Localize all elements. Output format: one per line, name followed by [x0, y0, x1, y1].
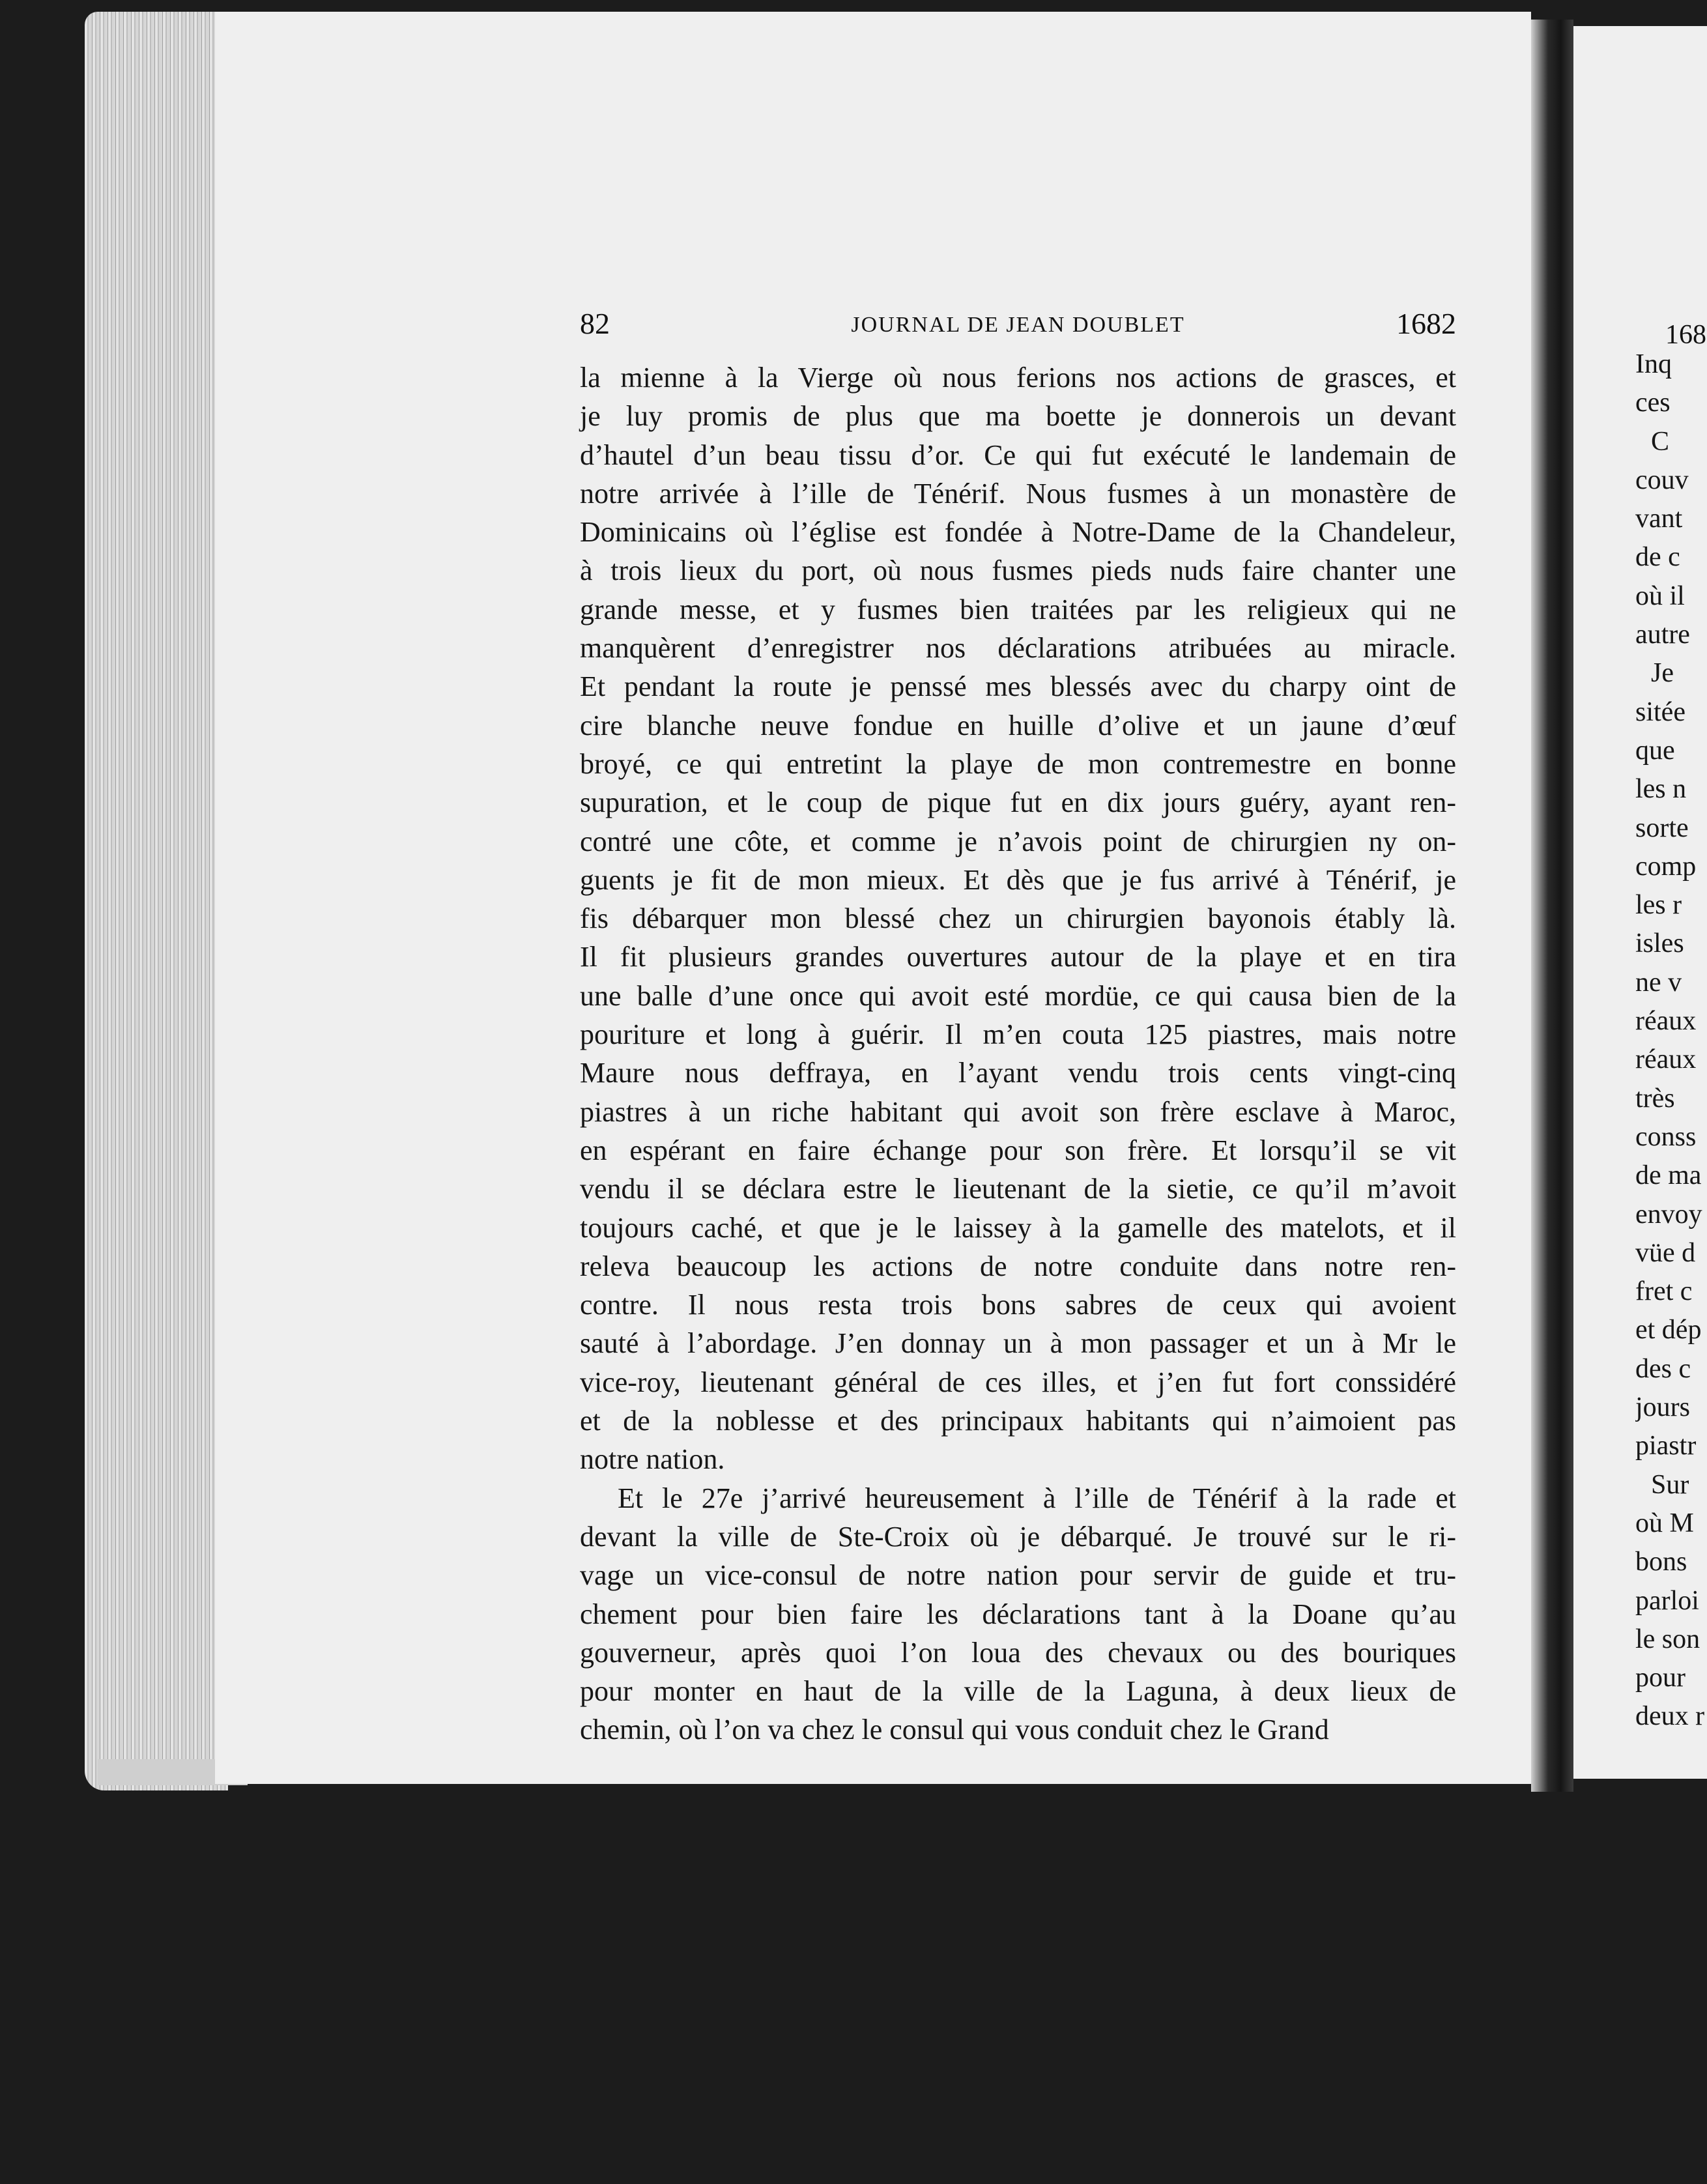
right-page-text-line: réaux	[1635, 1044, 1697, 1075]
text-line: et de la noblesse et des principaux habitants qui n’aimoient pas	[580, 1405, 1456, 1437]
right-page-text-line: ces	[1635, 388, 1671, 418]
text-line: la mienne à la Vierge où nous ferions nos actions de grasces, et	[580, 362, 1456, 394]
right-page-text-line: sitée	[1635, 697, 1685, 727]
text-line: guents je fit de mon mieux. Et dès que je fus arrivé à Ténérif, je	[580, 863, 1456, 896]
text-line: Il fit plusieurs grandes ouvertures autour de la playe et en tira	[580, 941, 1456, 973]
right-page-text-line: et dép	[1635, 1315, 1702, 1345]
text-line: vendu il se déclara estre le lieutenant de la sietie, ce qu’il m’avoit	[580, 1173, 1456, 1205]
right-page-text-line: isles	[1635, 928, 1684, 959]
text-line: chement pour bien faire les déclarations tant à la Doane qu’au	[580, 1598, 1456, 1630]
text-line: vage un vice-consul de notre nation pour servir de guide et tru-	[580, 1559, 1456, 1592]
text-line: pour monter en haut de la ville de la Laguna, à deux lieux de	[580, 1675, 1456, 1708]
text-line: je luy promis de plus que ma boette je donnerois un devant	[580, 400, 1456, 433]
text-line: devant la ville de Ste-Croix où je débarqué. Je trouvé sur le ri-	[580, 1520, 1456, 1553]
right-page-text-line: de c	[1635, 542, 1680, 573]
right-page-text-line: parloi	[1635, 1585, 1699, 1616]
text-line: contré une côte, et comme je n’avois point de chirurgien ny on-	[580, 825, 1456, 857]
page-number: 82	[580, 307, 610, 340]
right-page-text-line: comp	[1635, 851, 1697, 882]
right-page-running-head: 168	[1665, 320, 1706, 350]
text-line: en espérant en faire échange pour son frère. Et lorsqu’il se vit	[580, 1134, 1456, 1166]
text-line: chemin, où l’on va chez le consul qui vous conduit chez le Grand	[580, 1714, 1329, 1746]
text-line: Dominicains où l’église est fondée à Notre-Dame de la Chandeleur,	[580, 516, 1456, 549]
text-line: releva beaucoup les actions de notre conduite dans notre ren-	[580, 1250, 1456, 1282]
text-line: supuration, et le coup de pique fut en dix jours guéry, ayant ren-	[580, 786, 1456, 819]
text-line: gouverneur, après quoi l’on loua des chevaux ou des bouriques	[580, 1636, 1456, 1669]
text-line: notre nation.	[580, 1443, 725, 1476]
book-gutter	[1531, 20, 1573, 1792]
right-page-text-line: où M	[1635, 1508, 1694, 1538]
text-line: pouriture et long à guérir. Il m’en couta 125 piastres, mais notre	[580, 1018, 1456, 1051]
right-page-text-line: des c	[1635, 1353, 1691, 1384]
text-line: cire blanche neuve fondue en huille d’olive et un jaune d’œuf	[580, 709, 1456, 741]
text-line: manquèrent d’enregistrer nos déclarations atribuées au miracle.	[580, 632, 1456, 665]
text-line: grande messe, et y fusmes bien traitées par les religieux qui ne	[580, 593, 1456, 625]
text-line: toujours caché, et que je le laissey à la gamelle des matelots, et il	[580, 1211, 1456, 1244]
right-page-text-line: les n	[1635, 774, 1687, 805]
right-page-text-line: pour	[1635, 1663, 1685, 1693]
text-line: à trois lieux du port, où nous fusmes pieds nuds faire chanter une	[580, 554, 1456, 587]
right-page-text-line: réaux	[1635, 1006, 1697, 1037]
text-line: une balle d’une once qui avoit esté mordüe, ce qui causa bien de la	[580, 979, 1456, 1012]
right-page-text-line: que	[1635, 735, 1675, 766]
right-page-text-line: conss	[1635, 1121, 1697, 1152]
right-page-text-line: bons	[1635, 1547, 1687, 1577]
right-page-text-line: les r	[1635, 890, 1682, 921]
right-page-text-line: piastr	[1635, 1431, 1697, 1461]
right-page-text-line: fret c	[1635, 1276, 1693, 1307]
text-line: piastres à un riche habitant qui avoit son frère esclave à Maroc,	[580, 1095, 1456, 1128]
right-page-text-line: ne v	[1635, 967, 1682, 998]
right-page-text-line: Je	[1651, 658, 1674, 689]
right-page-text-line: le son	[1635, 1624, 1700, 1654]
right-page-text-line: deux r	[1635, 1701, 1705, 1732]
text-line: vice-roy, lieutenant général de ces illes, et j’en fut fort conssidéré	[580, 1366, 1456, 1398]
right-page-text-line: envoy	[1635, 1199, 1702, 1229]
right-page-text-line: où il	[1635, 581, 1685, 611]
right-page-text-line: autre	[1635, 620, 1690, 650]
text-line: Maure nous deffraya, en l’ayant vendu trois cents vingt-cinq	[580, 1057, 1456, 1089]
text-line: broyé, ce qui entretint la playe de mon contremestre en bonne	[580, 747, 1456, 780]
right-page-text-line: Sur	[1651, 1469, 1689, 1500]
text-line: fis débarquer mon blessé chez un chirurgien bayonois étably là.	[580, 902, 1456, 935]
text-line: Et pendant la route je penssé mes blessés avec du charpy oint de	[580, 670, 1456, 703]
right-page-text-line: vüe d	[1635, 1237, 1696, 1268]
right-page-text-line: couv	[1635, 465, 1689, 495]
right-page-text-line: vant	[1635, 504, 1683, 534]
right-page-text-line: très	[1635, 1083, 1675, 1114]
running-title: JOURNAL DE JEAN DOUBLET	[851, 313, 1185, 337]
page-edges-stack	[85, 12, 228, 1790]
right-page-text-line: sorte	[1635, 812, 1689, 843]
right-page-text-line: jours	[1635, 1392, 1690, 1423]
right-page-text-line: C	[1651, 426, 1670, 457]
right-page-text	[1635, 345, 1707, 1736]
body-text	[580, 358, 1456, 1749]
right-page-text-line: Inq	[1635, 349, 1672, 379]
text-line: contre. Il nous resta trois bons sabres de ceux qui avoient	[580, 1289, 1456, 1321]
running-year: 1682	[1396, 307, 1456, 340]
running-head	[580, 306, 1456, 345]
right-page-text-line: de ma	[1635, 1160, 1702, 1191]
text-line: d’hautel d’un beau tissu d’or. Ce qui fut exécuté le landemain de	[580, 438, 1456, 471]
text-line: Et le 27e j’arrivé heureusement à l’ille de Ténérif à la rade et	[618, 1482, 1456, 1514]
text-line: notre arrivée à l’ille de Ténérif. Nous fusmes à un monastère de	[580, 477, 1456, 510]
text-line: sauté à l’abordage. J’en donnay un à mon passager et un à Mr le	[580, 1327, 1456, 1360]
